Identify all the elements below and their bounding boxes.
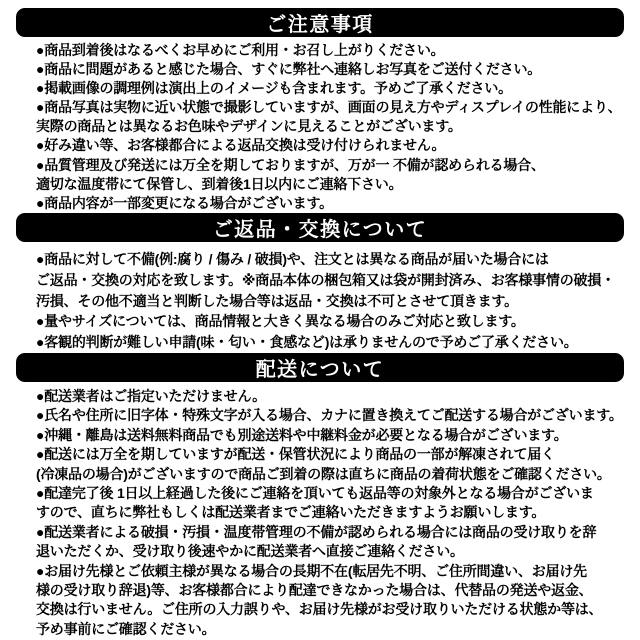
section-title: ご注意事項 bbox=[266, 14, 374, 36]
text-line: 汚損、その他不適当と判断した場合等は返品・交換は不可とさせて頂きます。 bbox=[36, 292, 518, 309]
text-line: ●品質管理及び発送には万全を期しておりますが、万が一 不備が認められる場合、 bbox=[36, 156, 545, 173]
text-line: ●配送業者はご指定いただけません。 bbox=[36, 388, 266, 404]
section-body-returns bbox=[36, 242, 634, 353]
text-line: ●商品に対して不備(例:腐り / 傷み / 破損)や、注文とは異なる商品が届いた場合には bbox=[36, 251, 549, 267]
text-line: ●掲載画像の調理例は演出上のイメージも含まれます。予めご了承ください。 bbox=[36, 80, 512, 97]
section-title: ご返品・交換について bbox=[212, 219, 428, 241]
text-line: ●商品到着後はなるべくお早めにご利用・お召し上がりください。 bbox=[36, 42, 445, 58]
text-line: ●配送業者による破損・汚損・温度帯管理の不備が認められる場合には商品の受け取りを辞 bbox=[36, 523, 597, 540]
text-line: ●量やサイズについては、商品情報と大きく異なる場合のみご対応と致します。 bbox=[36, 313, 525, 330]
section-title: 配送について bbox=[255, 359, 385, 381]
text-line: ●氏名や住所に旧字体・特殊文字が入る場合、カナに置き換えてご配送する場合がございます。 bbox=[36, 407, 623, 424]
text-line: ●好み違い等、お客様都合による返品交換は受け付けられません。 bbox=[36, 137, 446, 154]
section-header-shipping bbox=[16, 353, 624, 382]
text-line: 様の受け取り辞退)等、お客様都合により配達できなかった場合は、代替品の発送や返金、 bbox=[36, 582, 593, 599]
text-line: ●商品内容が一部変更になる場合がございます。 bbox=[36, 194, 333, 211]
text-line: ●配送には万全を期していますが配送・保管状況により商品の一部が解凍されて届く bbox=[36, 446, 555, 463]
text-line: 予め事前にご確認ください。 bbox=[36, 620, 216, 637]
text-line: ●商品に問題があると感じた場合、すぐに弊社へ連絡しお写真をご送付ください。 bbox=[36, 61, 542, 78]
section-body-notes bbox=[36, 37, 634, 213]
text-line: 退いただくか、受け取り後速やかに配送業者へ直接ご連絡ください。 bbox=[36, 543, 464, 560]
text-line: ●お届け先様とご依頼主様が異なる場合の長期不在(転居先不明、ご住所間違い、お届け先 bbox=[36, 562, 587, 579]
section-header-returns bbox=[16, 213, 624, 242]
text-line: (冷凍品の場合)がございますので商品ご到着の際は直ちに商品の着荷状態をご確認ください。 bbox=[36, 465, 611, 482]
text-line: ●客観的判断が難しい申請(味・匂い・食感など)は承りませんので予めご了承ください。 bbox=[36, 334, 578, 351]
text-line: ●商品写真は実物に近い状態で撮影していますが、画面の見え方やディスプレイの性能により、 bbox=[36, 99, 622, 116]
text-line: ご返品・交換の対応を致します。※商品本体の梱包箱又は袋が開封済み、お客様事情の破損・ bbox=[36, 271, 615, 288]
section-returns bbox=[0, 213, 640, 353]
text-line: すので、直ちに弊社もしくは配送業者までご連絡いただきますようお願いします。 bbox=[36, 504, 546, 521]
text-line: 実際の商品とは異なるお色味やデザインに見えることがございます。 bbox=[36, 118, 462, 135]
section-notes bbox=[0, 8, 640, 213]
text-line: 適切な温度帯にて保管し、到着後1日以内にご連絡下さい。 bbox=[36, 175, 403, 192]
section-header-notes bbox=[16, 8, 624, 37]
text-line: ●沖縄・離島は送料無料商品でも別途送料や中継料金が必要となる場合がございます。 bbox=[36, 426, 568, 443]
text-line: ●配達完了後 1日以上経過した後にご連絡を頂いても返品等の対象外となる場合がございま bbox=[36, 485, 594, 502]
section-body-shipping bbox=[36, 382, 634, 639]
text-line: 交換は行いません。ご住所の入力誤りや、お届け先様がお受け取りいただける状態か等は、 bbox=[36, 601, 603, 618]
section-shipping bbox=[0, 353, 640, 639]
